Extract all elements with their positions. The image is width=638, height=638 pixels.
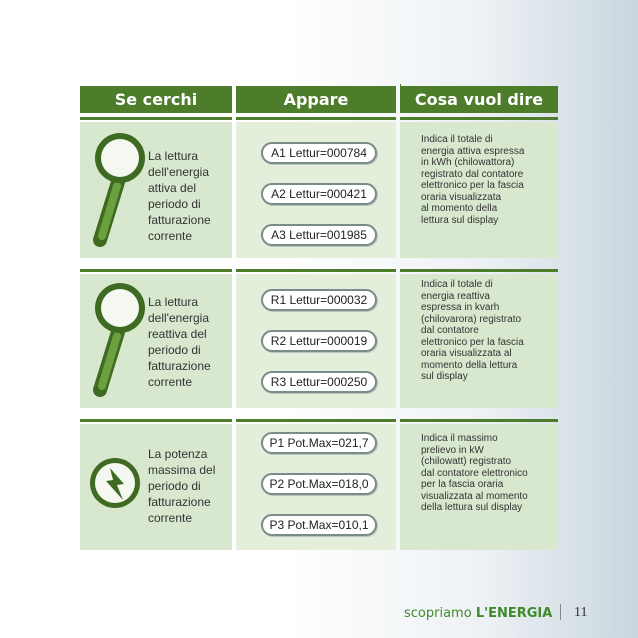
meter-display-r1: R1 Lettur=000032 — [261, 289, 377, 311]
meaning-text: Indica il massimo prelievo in kW (chilowatt) registrato dal contatore elettronico per la fascia oraria visualizzata al momento della lettura sul display — [421, 433, 528, 513]
row-divider — [400, 419, 558, 422]
header-divider — [400, 84, 401, 94]
lightning-icon — [88, 456, 142, 510]
column-header-meaning: Cosa vuol dire — [400, 86, 558, 113]
meaning-text: Indica il totale di energia reattiva espressa in kvarh (chilovarora) registrato dal contatore elettronico per la fascia oraria visualizzata al momento della lettura sul display — [421, 279, 524, 382]
brand-prefix: scopriamo — [404, 606, 472, 621]
meaning-text: Indica il totale di energia attiva espressa in kWh (chilowattora) registrato dal contatore elettronico per la fascia oraria visualizzata al momento della lettura sul display — [421, 134, 525, 226]
meter-display-a2: A2 Lettur=000421 — [261, 183, 377, 205]
row-divider — [236, 419, 396, 422]
meter-display-a1: A1 Lettur=000784 — [261, 142, 377, 164]
meter-display-p3: P3 Pot.Max=010,1 — [261, 514, 377, 536]
row-divider — [80, 269, 232, 272]
row-divider — [400, 117, 558, 120]
magnifier-icon — [86, 280, 150, 398]
brand-suffix: L'ENERGIA — [475, 606, 553, 621]
row-divider — [236, 269, 396, 272]
footer-brand — [404, 606, 552, 621]
row-divider — [80, 419, 232, 422]
search-description: La lettura dell'energia reattiva del periodo di fatturazione corrente — [148, 295, 211, 389]
page-number: 11 — [574, 605, 588, 620]
column-header-display: Appare — [236, 86, 396, 113]
row-divider — [236, 117, 396, 120]
search-description: La potenza massima del periodo di fatturazione corrente — [148, 447, 216, 525]
meter-display-r3: R3 Lettur=000250 — [261, 371, 377, 393]
meter-display-p1: P1 Pot.Max=021,7 — [261, 432, 377, 454]
meter-display-a3: A3 Lettur=001985 — [261, 224, 377, 246]
row-divider — [400, 269, 558, 272]
meter-display-p2: P2 Pot.Max=018,0 — [261, 473, 377, 495]
meter-display-r2: R2 Lettur=000019 — [261, 330, 377, 352]
search-description: La lettura dell'energia attiva del periodo di fatturazione corrente — [148, 149, 211, 243]
magnifier-icon — [86, 130, 150, 248]
footer-divider — [560, 604, 561, 620]
row-divider — [80, 117, 232, 120]
column-header-search: Se cerchi — [80, 86, 232, 113]
